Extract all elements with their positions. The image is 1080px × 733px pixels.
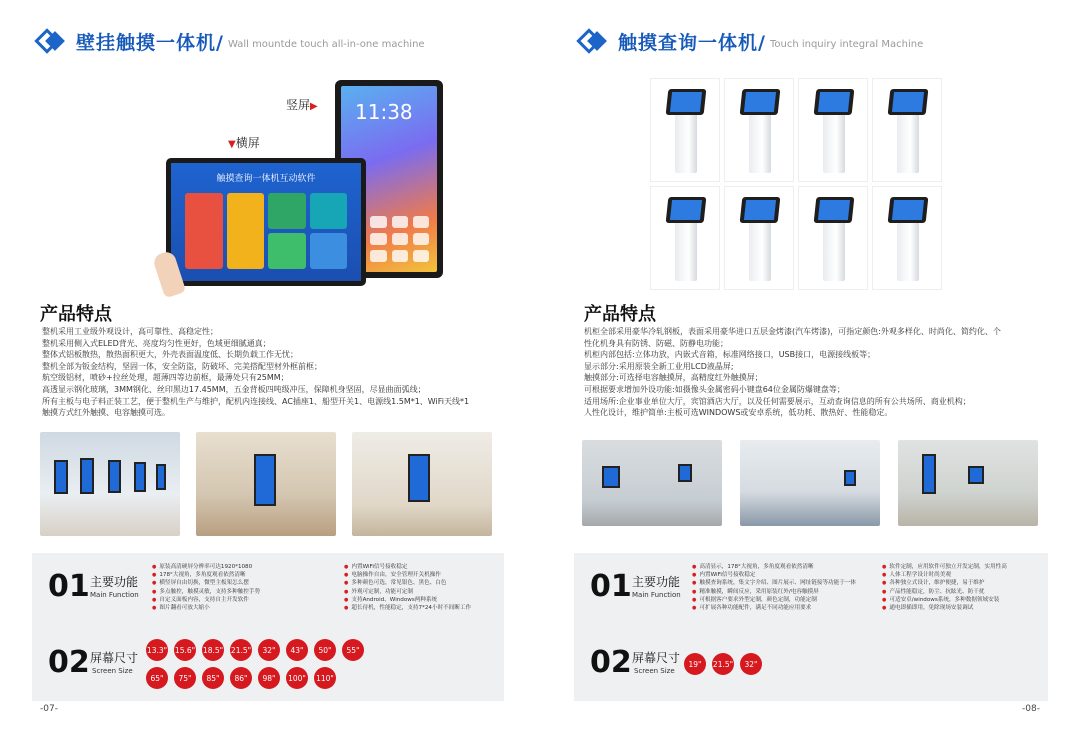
size-badge: 15.6" xyxy=(174,639,196,661)
section-subtitle: Main Function xyxy=(90,591,139,599)
app-tile xyxy=(227,193,265,269)
section-title: 屏幕尺寸 xyxy=(90,651,139,665)
function-item: ● 高清显示，178°大视角，多角度观看依然清晰 xyxy=(692,563,856,571)
function-item: ● 超长待机，性能稳定，支持7*24小时不间断工作 xyxy=(344,604,471,612)
function-item: ● 178°大视角，多角度观看依然清晰 xyxy=(152,571,260,579)
left-spec-panel xyxy=(32,553,504,701)
right-photo-row xyxy=(582,440,1038,526)
service-hall-photo xyxy=(898,440,1038,526)
kiosk-product-photo xyxy=(872,78,942,182)
section-subtitle: Main Function xyxy=(632,591,681,599)
red-triangle-down-icon: ▼ xyxy=(228,139,236,150)
function-list-col1 xyxy=(692,563,856,612)
section-number: 02 xyxy=(590,645,632,680)
size-badge: 85" xyxy=(202,667,224,689)
app-tile xyxy=(268,233,306,269)
section-subtitle: Screen Size xyxy=(634,667,675,675)
feature-line: 整机采用侧入式ELED背光、亮度均匀性更好，色域更细腻通真； xyxy=(42,338,271,348)
page-number: -08- xyxy=(1022,704,1040,714)
size-badge: 18.5" xyxy=(202,639,224,661)
function-item: ● 触摸查询系统，集文字介绍、图片展示、网址链接等功能于一体 xyxy=(692,579,856,587)
size-badge: 21.5" xyxy=(712,653,734,675)
function-item: ● 可适安卓/windows系统，多种数据领域安装 xyxy=(882,596,1007,604)
function-item: ● 支持Android、Windows两种系统 xyxy=(344,596,471,604)
app-tile xyxy=(268,193,306,229)
feature-line: 人性化设计，维护简单:主板可选WINDOWS或安卓系统，低功耗、散热好、性能稳定。 xyxy=(584,408,893,418)
function-item: ● 内置WiFi信号接收稳定 xyxy=(344,563,471,571)
function-item: ● 各种独立式设计，维护便捷，易于维护 xyxy=(882,579,1007,587)
size-badge: 32" xyxy=(258,639,280,661)
kiosk-product-photo xyxy=(650,78,720,182)
function-item: ● 可扩展各种功能配件，满足不同功能应用要求 xyxy=(692,604,856,612)
feature-line: 触摸方式红外触摸、电容触摸可选。 xyxy=(42,408,170,418)
kiosk-hall-photo xyxy=(582,440,722,526)
right-page-subtitle: Touch inquiry integral Machine xyxy=(769,39,924,50)
right-page-title: 触摸查询一体机/ xyxy=(618,32,766,54)
feature-line: 触摸部分:可选择电容触摸屏，高精度红外触摸屏； xyxy=(584,373,763,383)
section-title: 主要功能 xyxy=(632,575,681,589)
section-number: 01 xyxy=(48,569,90,604)
function-list-col1 xyxy=(152,563,260,612)
wall-mount-monitor-illustration xyxy=(150,72,450,302)
function-item: ● 内置WiFi信号接收稳定 xyxy=(692,571,856,579)
landscape-screen xyxy=(171,163,361,281)
label-horizontal: ▼横屏 xyxy=(228,136,260,150)
left-title-row xyxy=(36,28,425,55)
function-item: ● 多点触控，触摸灵敏，支持多种触控手势 xyxy=(152,588,260,596)
feature-line: 整机采用工业级外观设计，高可靠性、高稳定性； xyxy=(42,327,218,336)
size-badge: 43" xyxy=(286,639,308,661)
app-tile-grid xyxy=(185,193,347,269)
function-item: ● 精准触摸，瞬间反应，采用原装红外/电容触摸屏 xyxy=(692,588,856,596)
blue-diamond-logo-icon xyxy=(578,29,610,55)
waiting-room-photo xyxy=(740,440,880,526)
feature-line: 高透显示钢化玻璃，3MM钢化、丝印黑边17.45MM，五金背板四吨级冲压，保障机身坚固，尽显曲面弧线； xyxy=(42,384,426,394)
feature-line: 机柜内部包括:立体功放，内嵌式音箱，标准网络接口，USB接口，电源接线板等； xyxy=(584,350,876,360)
size-badge: 21.5" xyxy=(230,639,252,661)
left-photo-row xyxy=(40,432,492,536)
function-item: ● 自定义面板内容，支持自主开发软件 xyxy=(152,596,260,604)
function-list-col2 xyxy=(882,563,1007,612)
feature-line: 整机全部为钣金结构，坚固一体，安全防盗，防破坏、完美搭配型材外框前框； xyxy=(42,361,322,371)
function-item: ● 多种颜色可选，常见银色、黑色、白色 xyxy=(344,579,471,587)
kiosk-product-photo xyxy=(650,186,720,290)
function-item: ● 软件定制，应用软件可独立开发定制，实用性高 xyxy=(882,563,1007,571)
app-tile xyxy=(310,233,348,269)
function-item: ● 外观可定制，功能可定制 xyxy=(344,588,471,596)
screen-size-row-1 xyxy=(146,639,364,661)
left-features-list xyxy=(42,326,512,419)
app-tile xyxy=(185,193,223,269)
blue-diamond-logo-icon xyxy=(36,29,68,55)
feature-line: 机柜全部采用豪华冷轧钢板，表面采用豪华进口五层金烤漆(汽车烤漆)，可指定颜色:外观多样化、时尚化、简约化、个 xyxy=(584,327,1001,336)
function-item: ● 通电即插即用，免除现场安装调试 xyxy=(882,604,1007,612)
section-title: 主要功能 xyxy=(90,575,139,589)
left-features-heading: 产品特点 xyxy=(40,304,112,325)
size-badge: 55" xyxy=(342,639,364,661)
office-photo xyxy=(352,432,492,536)
function-item: ● 产品性能稳定，防尘、抗眩光、防干扰 xyxy=(882,588,1007,596)
kiosk-product-photo xyxy=(724,186,794,290)
function-item: ● 可根据客户要求外型定制，颜色定制，功能定制 xyxy=(692,596,856,604)
page-number: -07- xyxy=(40,704,58,714)
kiosk-product-grid xyxy=(650,78,942,290)
feature-line: 显示部分:采用原装全新工业用LCD液晶屏; xyxy=(584,361,734,371)
app-tile xyxy=(310,193,348,229)
feature-line: 整体式铝板散热，散热面积更大，外壳表面温度低、长期负载工作无忧； xyxy=(42,350,298,360)
size-badge: 65" xyxy=(146,667,168,689)
kiosk-product-photo xyxy=(798,78,868,182)
feature-line: 航空级铝材，喷砂+拉丝处理，超薄四等边前框，最薄处只有25MM； xyxy=(42,373,289,383)
size-badge: 86" xyxy=(230,667,252,689)
kiosk-product-photo xyxy=(872,186,942,290)
screen-size-row-1 xyxy=(684,653,762,675)
size-badge: 13.3" xyxy=(146,639,168,661)
label-vertical: 竖屏▶ xyxy=(286,98,318,112)
landscape-tablet xyxy=(166,158,366,286)
landscape-screen-title: 触摸查询一体机互动软件 xyxy=(216,174,316,184)
section-title: 屏幕尺寸 xyxy=(632,651,681,665)
function-item: ● 原装高清硬屏分辨率可达1920*1080 xyxy=(152,563,260,571)
section-number: 01 xyxy=(590,569,632,604)
size-badge: 100" xyxy=(286,667,308,689)
feature-line: 适用场所:企业事业单位大厅，宾馆酒店大厅，以及任何需要展示，互动查询信息的所有公共场所、商业机构； xyxy=(584,396,971,406)
function-list-col2 xyxy=(344,563,471,612)
function-item: ● 横竖屏自由切换，微型主板架怎么摆 xyxy=(152,579,260,587)
function-item: ● 电脑操作自由，安全管理开关机操作 xyxy=(344,571,471,579)
right-features-heading: 产品特点 xyxy=(584,304,656,325)
showroom-photo xyxy=(40,432,180,536)
portrait-clock: 11:38 xyxy=(355,100,413,124)
section-number: 02 xyxy=(48,645,90,680)
right-features-list xyxy=(584,326,1054,419)
section-subtitle: Screen Size xyxy=(92,667,133,675)
left-page-title: 壁挂触摸一体机/ xyxy=(76,32,224,54)
right-page xyxy=(540,0,1080,733)
kiosk-product-photo xyxy=(724,78,794,182)
screen-size-row-2 xyxy=(146,667,336,689)
right-spec-panel xyxy=(574,553,1048,701)
kiosk-product-photo xyxy=(798,186,868,290)
feature-line: 所有主板与电子料正装工艺，便于整机生产与维护，配机内连接线、AC插座1、船型开关1、电源线1.5M*1、WiFi天线*1 xyxy=(42,396,470,406)
size-badge: 75" xyxy=(174,667,196,689)
function-item: ● 图片翻看可放大缩小 xyxy=(152,604,260,612)
size-badge: 98" xyxy=(258,667,280,689)
red-triangle-right-icon: ▶ xyxy=(310,101,318,112)
size-badge: 19" xyxy=(684,653,706,675)
size-badge: 50" xyxy=(314,639,336,661)
left-page-subtitle: Wall mountde touch all-in-one machine xyxy=(227,39,425,50)
lobby-photo xyxy=(196,432,336,536)
function-item: ● 人体工程学设计时尚美观 xyxy=(882,571,1007,579)
feature-line: 可根据要求增加外设功能:如摄像头金属密码小键盘64位金属防爆键盘等； xyxy=(584,384,845,394)
size-badge: 110" xyxy=(314,667,336,689)
size-badge: 32" xyxy=(740,653,762,675)
feature-line: 性化机身具有防锈、防磁、防静电功能； xyxy=(584,338,728,348)
right-title-row xyxy=(578,28,923,55)
